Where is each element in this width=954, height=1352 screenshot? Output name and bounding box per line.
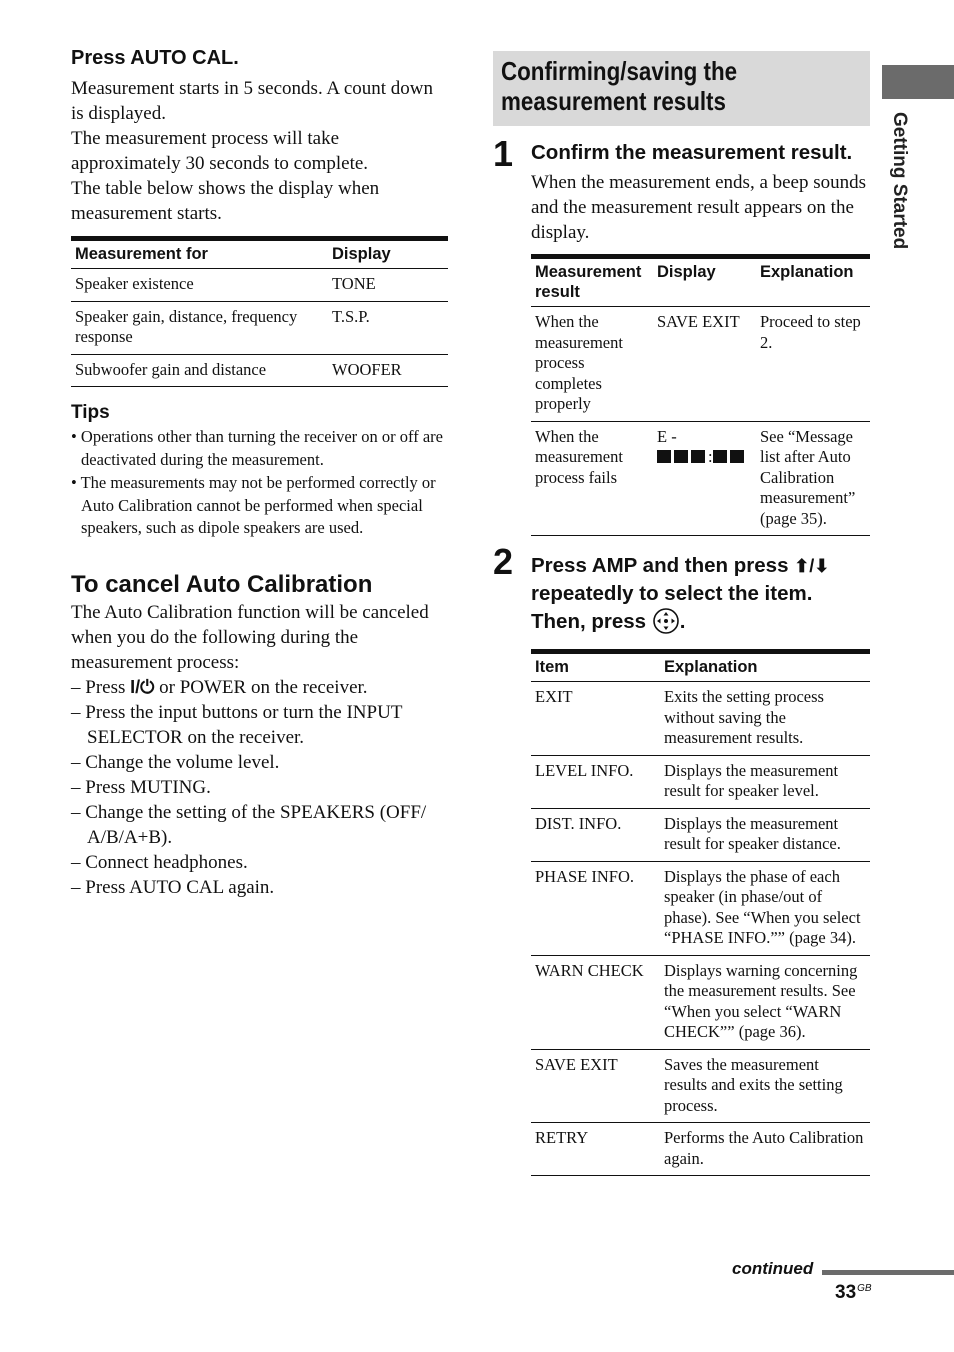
step-2 [493,541,870,1176]
table-cell: Speaker gain, distance, frequency response [71,301,328,354]
intro-text [71,76,448,226]
table-cell: EXIT [531,682,660,756]
table-cell: Speaker existence [71,269,328,302]
segment-block-icon [674,450,688,463]
power-icon: I/⏻ [130,676,155,697]
table-cell: T.S.P. [328,301,448,354]
section-title-box [493,51,870,126]
error-display-prefix: E - [657,426,677,446]
table-row [531,1049,870,1123]
measurement-result-table [531,254,870,536]
table-cell: Displays the measurement result for speaker distance. [660,808,870,861]
table-cell: Displays warning concerning the measurement results. See “When you select “WARN CHECK”” (page 36). [660,955,870,1049]
step-body: When the measurement ends, a beep sounds and the measurement result appears on the display. [531,172,867,243]
chapter-tab-label [880,112,910,272]
table-cell: Saves the measurement results and exits the setting process. [660,1049,870,1123]
table-header-row [531,257,870,307]
segment-block-icon [691,450,705,463]
error-code-colon: : [708,447,713,466]
cancel-item: – Change the setting of the SPEAKERS (OFF/ A/B/A+B). [71,801,427,848]
right-column [493,51,870,1176]
table-cell: SAVE EXIT [653,307,756,422]
continued-label: continued [732,1259,814,1278]
segment-block-icon [730,450,744,463]
continued-bar [822,1270,954,1275]
page-number [835,1282,872,1304]
table-cell: Proceed to step 2. [756,307,870,422]
table-row [531,808,870,861]
column-header: Measurement result [531,257,653,307]
item-explanation-table [531,649,870,1176]
step-1 [493,133,870,536]
table-cell: Performs the Auto Calibration again. [660,1123,870,1176]
intro-line: Measurement starts in 5 seconds. A count down is displayed. [71,78,434,124]
table-row [531,421,870,536]
measurement-start-table [71,236,448,387]
cancel-item-prefix: – Press [71,676,131,698]
table-cell: When the measurement process completes properly [531,307,653,422]
table-cell: DIST. INFO. [531,808,660,861]
section-title-line: Confirming/saving the [501,56,738,86]
cancel-item: – Press the input buttons or turn the INPUT SELECTOR on the receiver. [71,701,403,748]
column-header: Explanation [756,257,870,307]
cancel-item: – Change the volume level. [71,751,280,773]
cancel-item-suffix: or POWER on the receiver. [154,676,368,698]
table-header-row [531,652,870,682]
step-title-text: . [679,610,686,633]
step-number: 2 [493,541,514,582]
table-cell: Exits the setting process without saving the measurement results. [660,682,870,756]
cancel-item: – Connect headphones. [71,851,248,873]
table-cell: LEVEL INFO. [531,755,660,808]
error-code-display [657,447,752,468]
step-title-text: Press AMP and then press [531,554,795,577]
table-row [531,861,870,955]
segment-block-icon [713,450,727,463]
table-cell: When the measurement process fails [531,421,653,536]
section-title-line: measurement results [501,86,726,116]
intro-line: The measurement process will take approximately 30 seconds to complete. [71,128,369,174]
column-header: Explanation [660,652,870,682]
up-down-arrows-icon: ⬆/⬇ [794,556,830,576]
table-row [531,307,870,422]
table-cell: Displays the phase of each speaker (in phase/out of phase). See “When you select “PHASE INFO.”” (page 34). [660,861,870,955]
tip-item: • Operations other than turning the receiver on or off are deactivated during the measurement. [71,427,443,469]
intro-line: The table below shows the display when measurement starts. [71,178,380,224]
table-cell: PHASE INFO. [531,861,660,955]
table-row [71,354,448,387]
cancel-heading: To cancel Auto Calibration [71,570,373,598]
table-cell: WOOFER [328,354,448,387]
table-cell: RETRY [531,1123,660,1176]
left-column [71,44,448,900]
step-title [531,544,870,635]
section-title [501,56,862,116]
table-cell: Subwoofer gain and distance [71,354,328,387]
chapter-tab-text: Getting Started [889,112,910,250]
segment-block-icon [657,450,671,463]
table-cell: SAVE EXIT [531,1049,660,1123]
tips-heading: Tips [71,402,110,423]
table-cell [653,421,756,536]
page-number-suffix: GB [857,1283,872,1294]
chapter-tab-marker [882,65,954,99]
enter-button-icon [652,607,680,635]
step-title-text: repeatedly to select the item. Then, press [531,582,813,633]
table-row [71,269,448,302]
table-cell: Displays the measurement result for speaker level. [660,755,870,808]
column-header: Measurement for [71,239,328,269]
table-cell: See “Message list after Auto Calibration measurement” (page 35). [756,421,870,536]
table-row [531,1123,870,1176]
table-cell: WARN CHECK [531,955,660,1049]
cancel-intro: The Auto Calibration function will be canceled when you do the following during the measurement process: [71,601,429,673]
column-header: Display [328,239,448,269]
table-row [71,301,448,354]
table-row [531,755,870,808]
table-cell: TONE [328,269,448,302]
step-number: 1 [493,133,514,174]
column-header: Item [531,652,660,682]
cancel-item [71,675,448,700]
tip-item: • The measurements may not be performed correctly or Auto Calibration cannot be performed when special speakers, such as dipole speakers are used. [71,473,436,537]
table-header-row [71,239,448,269]
page-number-value: 33 [835,1282,857,1303]
cancel-item: – Press MUTING. [71,776,211,798]
table-row [531,955,870,1049]
cancel-item: – Press AUTO CAL again. [71,876,275,898]
column-header: Display [653,257,756,307]
step-heading-press-auto-cal: Press AUTO CAL. [71,47,239,69]
table-row [531,682,870,756]
step-title: Confirm the measurement result. [531,141,853,164]
